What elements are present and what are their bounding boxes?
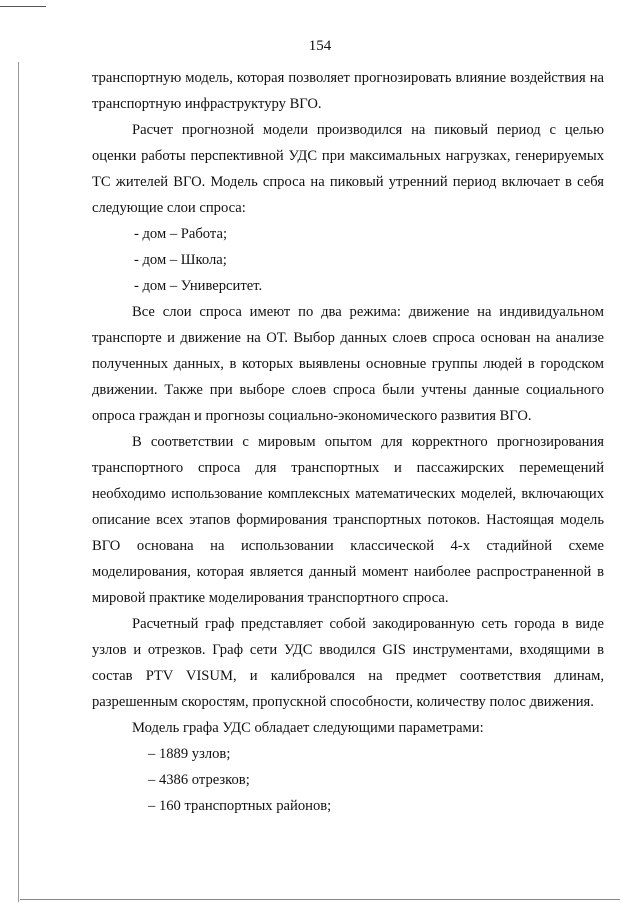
document-body — [92, 65, 604, 819]
list-item-nodes: – 1889 узлов; — [148, 746, 231, 762]
scan-edge-top — [0, 6, 46, 7]
paragraph-graph: Расчетный граф представляет собой закодированную сеть города в виде узлов и отрезков. Граф сети УДС вводился GIS инструментами, входящими в состав PTV VISUM, и калибровался на предмет соответствия длинам, разрешенным скоростям, пропускной способности, количеству полос движения. — [92, 616, 604, 710]
list-item-demand-school: - дом – Школа; — [134, 252, 227, 268]
scan-edge-left — [18, 62, 19, 902]
scan-edge-bottom — [20, 899, 620, 900]
paragraph-intro: транспортную модель, которая позволяет прогнозировать влияние воздействия на транспортную инфраструктуру ВГО. — [92, 70, 604, 112]
list-item-demand-university: - дом – Университет. — [134, 278, 263, 294]
paragraph-demand-modes: Все слои спроса имеют по два режима: движение на индивидуальном транспорте и движение на ОТ. Выбор данных слоев спроса основан на анализе полученных данных, в которых выявлены основные группы людей в городском движении. Также при выборе слоев спроса были учтены данные социального опроса граждан и прогнозы социально-экономического развития ВГО. — [92, 304, 604, 424]
paragraph-world-experience: В соответствии с мировым опытом для корректного прогнозирования транспортного спроса для транспортных и пассажирских перемещений необходимо использование комплексных математических моделей, включающих описание всех этапов формирования транспортных потоков. Настоящая модель ВГО основана на использовании классической 4-х стадийной схеме моделирования, которая является данный момент наиболее распространенной в мировой практике моделирования транспортного спроса. — [92, 434, 604, 606]
page-number: 154 — [308, 38, 332, 54]
list-item-districts: – 160 транспортных районов; — [148, 798, 332, 814]
list-item-demand-work: - дом – Работа; — [134, 226, 227, 242]
paragraph-model-calc: Расчет прогнозной модели производился на пиковый период с целью оценки работы перспективной УДС при максимальных нагрузках, генерируемых ТС жителей ВГО. Модель спроса на пиковый утренний период включает в себя следующие слои спроса: — [92, 122, 604, 216]
paragraph-graph-params: Модель графа УДС обладает следующими параметрами: — [132, 720, 484, 736]
list-item-segments: – 4386 отрезков; — [148, 772, 250, 788]
